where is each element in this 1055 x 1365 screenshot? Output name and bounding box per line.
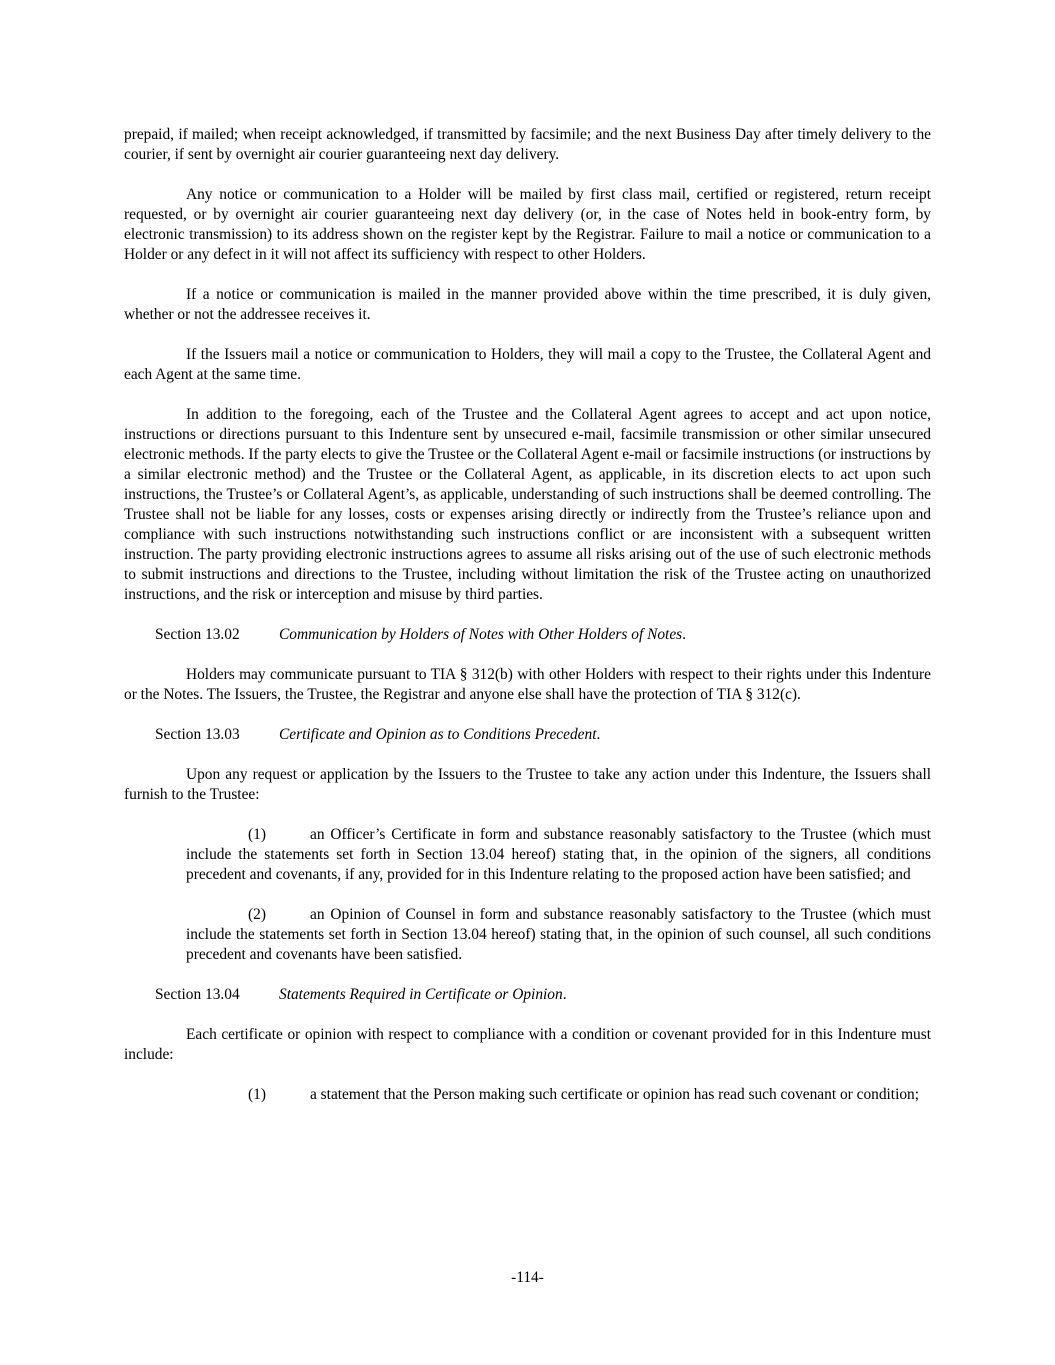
section-title-period: . [682,626,686,643]
paragraph-request-application: Upon any request or application by the Issuers to the Trustee to take any action under this Indenture, the Issuers shall furnish to the Trustee: [124,766,931,803]
list-item-text: an Opinion of Counsel in form and substance reasonably satisfactory to the Trustee (which must include the statements set forth in Section 13.04 hereof) stating that, in the opinion of such counsel, all such conditions precedent and covenants have been satisfied. [186,906,931,963]
section-title-period: . [562,986,567,1003]
section-heading-13-04 [155,985,931,1005]
section-title: Statements Required in Certificate or Opinion [279,986,563,1003]
list-item-text: an Officer’s Certificate in form and substance reasonably satisfactory to the Trustee (which must include the statements set forth in Section 13.04 hereof) stating that, in the opinion of the signers, all conditions precedent and covenants, if any, provided for in this Indenture relating to the proposed action have been satisfied; and [186,826,931,883]
list-item [186,905,931,965]
paragraph-notice-to-holder: Any notice or communication to a Holder will be mailed by first class mail, certified or registered, return receipt requested, or by overnight air courier guaranteeing next day delivery (or, in the case of Notes held in book-entry form, by electronic transmission) to its address shown on the register kept by the Registrar. Failure to mail a notice or communication to a Holder or any defect in it will not affect its sufficiency with respect to other Holders. [124,186,931,263]
list-item-marker: (1) [248,826,266,843]
list-item [186,825,931,885]
list-item-text: a statement that the Person making such certificate or opinion has read such covenant or condition; [310,1086,920,1103]
section-title: Certificate and Opinion as to Conditions Precedent [279,726,597,743]
paragraph-copy-to-trustee: If the Issuers mail a notice or communication to Holders, they will mail a copy to the Trustee, the Collateral Agent and each Agent at the same time. [124,346,931,383]
section-number: Section 13.04 [155,986,240,1003]
paragraph-electronic-instructions: In addition to the foregoing, each of the Trustee and the Collateral Agent agrees to accept and act upon notice, instructions or directions pursuant to this Indenture sent by unsecured e-mail, facsimile transmission or other similar unsecured electronic methods. If the party elects to give the Trustee or the Collateral Agent e-mail or facsimile instructions (or instructions by a similar electronic method) and the Trustee or the Collateral Agent, as applicable, in its discretion elects to act upon such instructions, the Trustee’s or Collateral Agent’s, as applicable, understanding of such instructions shall be deemed controlling. The Trustee shall not be liable for any losses, costs or expenses arising directly or indirectly from the Trustee’s reliance upon and compliance with such instructions notwithstanding such instructions conflict or are inconsistent with a subsequent written instruction. The party providing electronic instructions agrees to assume all risks arising out of the use of such electronic methods to submit instructions and directions to the Trustee, including without limitation the risk of the Trustee acting on unauthorized instructions, and the risk or interception and misuse by third parties. [124,406,931,603]
section-title: Communication by Holders of Notes with Other Holders of Notes [279,626,683,643]
document-page [124,125,931,1125]
section-number: Section 13.02 [155,626,240,643]
paragraph-duly-given: If a notice or communication is mailed in the manner provided above within the time prescribed, it is duly given, whether or not the addressee receives it. [124,286,931,323]
page-number: -114- [511,1269,544,1286]
section-heading-13-02 [155,625,931,645]
paragraph-holder-communication: Holders may communicate pursuant to TIA § 312(b) with other Holders with respect to their rights under this Indenture or the Notes. The Issuers, the Trustee, the Registrar and anyone else shall have the protection of TIA § 312(c). [124,666,931,703]
list-item-marker: (1) [248,1086,266,1103]
list-item-marker: (2) [248,906,266,923]
paragraph-notice-delivery-continued: prepaid, if mailed; when receipt acknowledged, if transmitted by facsimile; and the next Business Day after timely delivery to the courier, if sent by overnight air courier guaranteeing next day delivery. [124,126,931,163]
section-number: Section 13.03 [155,726,240,743]
section-heading-13-03 [155,725,931,745]
section-title-period: . [596,726,601,743]
list-item [186,1085,931,1105]
paragraph-certificate-contents: Each certificate or opinion with respect to compliance with a condition or covenant provided for in this Indenture must include: [124,1026,931,1063]
